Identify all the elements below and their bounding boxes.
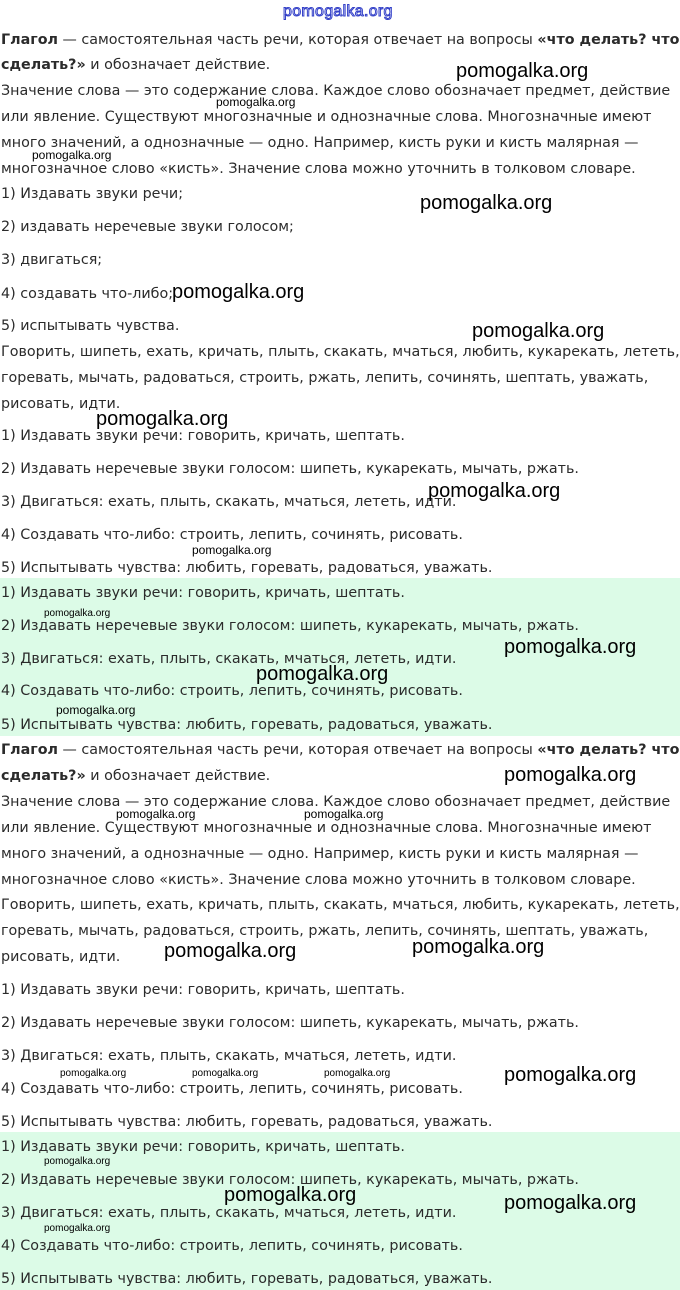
- definition-text: и обозначает действие.: [85, 57, 271, 73]
- meaning-line: многозначное слово «кисть». Значение слова можно уточнить в толковом словаре.: [1, 161, 636, 177]
- answer-item: 4) Создавать что-либо: строить, лепить, сочинять, рисовать.: [1, 1081, 463, 1097]
- answer-block-item: 3) Двигаться: ехать, плыть, скакать, мчаться, лететь, идти.: [1, 651, 457, 667]
- category-item: 4) создавать что-либо;: [1, 286, 174, 302]
- word-list-line: рисовать, идти.: [1, 396, 121, 412]
- word-list-line: горевать, мычать, радоваться, строить, ржать, лепить, сочинять, шептать, уважать,: [1, 370, 649, 386]
- word-list-line: Говорить, шипеть, ехать, кричать, плыть, скакать, мчаться, любить, кукарекать, лететь,: [1, 344, 680, 360]
- watermark: pomogalka.org: [256, 663, 389, 685]
- watermark: pomogalka.org: [56, 703, 136, 717]
- answer-block-item: 4) Создавать что-либо: строить, лепить, сочинять, рисовать.: [1, 1238, 463, 1254]
- question-bold: сделать?»: [1, 57, 86, 73]
- answer-item: 5) Испытывать чувства: любить, горевать, радоваться, уважать.: [1, 1114, 493, 1130]
- word-list-line: рисовать, идти.: [1, 949, 121, 965]
- question-bold: «что делать? что: [537, 32, 680, 48]
- watermark: pomogalka.org: [172, 281, 305, 303]
- watermark: pomogalka.org: [216, 95, 296, 109]
- definition-text: — самостоятельная часть речи, которая отвечает на вопросы: [58, 32, 538, 48]
- answer-item: 2) Издавать неречевые звуки голосом: шипеть, кукарекать, мычать, ржать.: [1, 461, 579, 477]
- word-list-line: Говорить, шипеть, ехать, кричать, плыть, скакать, мчаться, любить, кукарекать, лететь,: [1, 897, 680, 913]
- term-bold: Глагол: [1, 742, 58, 758]
- watermark: pomogalka.org: [504, 1064, 637, 1086]
- category-item: 2) издавать неречевые звуки голосом;: [1, 219, 294, 235]
- watermark: pomogalka.org: [472, 320, 605, 342]
- answer-item: 1) Издавать звуки речи: говорить, кричать, шептать.: [1, 982, 405, 998]
- answer-block-item: 1) Издавать звуки речи: говорить, кричать, шептать.: [1, 1139, 405, 1155]
- meaning-line: или явление. Существуют многозначные и однозначные слова. Многозначные имеют: [1, 820, 652, 836]
- answer-block-item: 1) Издавать звуки речи: говорить, кричать, шептать.: [1, 585, 405, 601]
- answer-item: 3) Двигаться: ехать, плыть, скакать, мчаться, лететь, идти.: [1, 1048, 457, 1064]
- answer-block-item: 3) Двигаться: ехать, плыть, скакать, мчаться, лететь, идти.: [1, 1205, 457, 1221]
- definition-line-1: [1, 740, 679, 760]
- answer-item: 5) Испытывать чувства: любить, горевать, радоваться, уважать.: [1, 560, 493, 576]
- definition-line-1: [1, 30, 679, 50]
- answer-item: 2) Издавать неречевые звуки голосом: шипеть, кукарекать, мычать, ржать.: [1, 1015, 579, 1031]
- answer-item: 1) Издавать звуки речи: говорить, кричать, шептать.: [1, 428, 405, 444]
- watermark: pomogalka.org: [412, 936, 545, 958]
- question-bold: «что делать? что: [537, 742, 680, 758]
- definition-text: и обозначает действие.: [85, 768, 271, 784]
- category-item: 5) испытывать чувства.: [1, 318, 180, 334]
- definition-line-2: [1, 55, 270, 75]
- watermark: pomogalka.org: [420, 192, 553, 214]
- definition-text: — самостоятельная часть речи, которая отвечает на вопросы: [58, 742, 538, 758]
- answer-block-item: 2) Издавать неречевые звуки голосом: шипеть, кукарекать, мычать, ржать.: [1, 1172, 579, 1188]
- watermark: pomogalka.org: [428, 480, 561, 502]
- watermark: pomogalka.org: [324, 1068, 391, 1079]
- word-list-line: горевать, мычать, радоваться, строить, ржать, лепить, сочинять, шептать, уважать,: [1, 923, 649, 939]
- watermark: pomogalka.org: [504, 764, 637, 786]
- watermark: pomogalka.org: [224, 1184, 357, 1206]
- meaning-line: много значений, а однозначные — одно. Например, кисть руки и кисть малярная —: [1, 135, 639, 151]
- meaning-line: Значение слова — это содержание слова. Каждое слово обозначает предмет, действие: [1, 794, 671, 810]
- answer-item: 4) Создавать что-либо: строить, лепить, сочинять, рисовать.: [1, 527, 463, 543]
- watermark: pomogalka.org: [164, 940, 297, 962]
- meaning-line: многозначное слово «кисть». Значение слова можно уточнить в толковом словаре.: [1, 872, 636, 888]
- definition-line-2: [1, 766, 270, 786]
- watermark: pomogalka.org: [44, 1156, 111, 1167]
- term-bold: Глагол: [1, 32, 58, 48]
- header-watermark: pomogalka.org: [283, 3, 393, 20]
- category-item: 1) Издавать звуки речи;: [1, 186, 184, 202]
- watermark: pomogalka.org: [456, 60, 589, 82]
- watermark: pomogalka.org: [192, 543, 272, 557]
- category-item: 3) двигаться;: [1, 252, 103, 268]
- meaning-line: Значение слова — это содержание слова. Каждое слово обозначает предмет, действие: [1, 83, 671, 99]
- watermark: pomogalka.org: [504, 1192, 637, 1214]
- meaning-line: много значений, а однозначные — одно. Например, кисть руки и кисть малярная —: [1, 846, 639, 862]
- watermark: pomogalka.org: [96, 408, 229, 430]
- watermark: pomogalka.org: [504, 636, 637, 658]
- answer-block-item: 5) Испытывать чувства: любить, горевать, радоваться, уважать.: [1, 717, 493, 733]
- watermark: pomogalka.org: [116, 807, 196, 821]
- meaning-line: или явление. Существуют многозначные и однозначные слова. Многозначные имеют: [1, 109, 652, 125]
- watermark: pomogalka.org: [60, 1068, 127, 1079]
- question-bold: сделать?»: [1, 768, 86, 784]
- watermark: pomogalka.org: [304, 807, 384, 821]
- watermark: pomogalka.org: [44, 608, 111, 619]
- answer-item: 3) Двигаться: ехать, плыть, скакать, мчаться, лететь, идти.: [1, 494, 457, 510]
- watermark: pomogalka.org: [32, 148, 112, 162]
- watermark: pomogalka.org: [44, 1223, 111, 1234]
- answer-block-item: 5) Испытывать чувства: любить, горевать, радоваться, уважать.: [1, 1271, 493, 1287]
- answer-block-item: 4) Создавать что-либо: строить, лепить, сочинять, рисовать.: [1, 683, 463, 699]
- watermark: pomogalka.org: [192, 1068, 259, 1079]
- answer-block-item: 2) Издавать неречевые звуки голосом: шипеть, кукарекать, мычать, ржать.: [1, 618, 579, 634]
